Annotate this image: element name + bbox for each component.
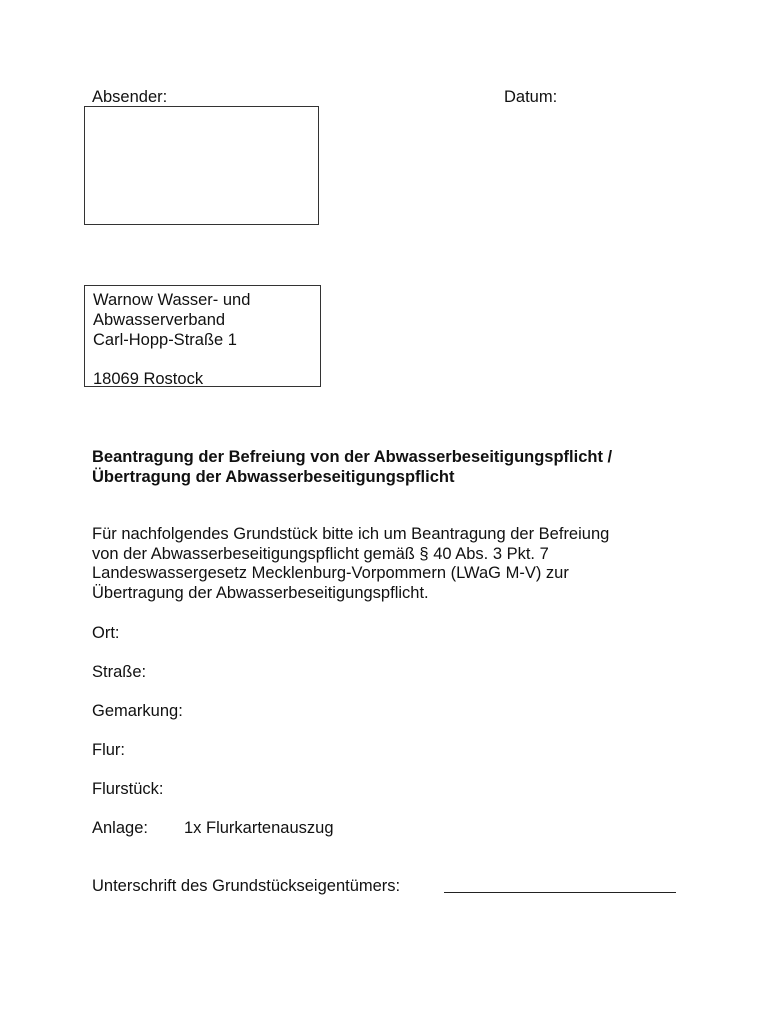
subject-line-1: Beantragung der Befreiung von der Abwasserbeseitigungspflicht / bbox=[92, 448, 613, 466]
field-strasse-label: Straße: bbox=[92, 663, 147, 681]
body-line-4: Übertragung der Abwasserbeseitigungspflicht. bbox=[92, 583, 429, 602]
signature-line[interactable] bbox=[444, 892, 676, 893]
sender-label: Absender: bbox=[92, 88, 168, 106]
body-line-2: von der Abwasserbeseitigungspflicht gemäß § 40 Abs. 3 Pkt. 7 bbox=[92, 544, 549, 563]
recipient-line-city: 18069 Rostock bbox=[93, 370, 204, 388]
field-flur-label: Flur: bbox=[92, 741, 125, 759]
recipient-line-name-1: Warnow Wasser- und bbox=[93, 291, 251, 309]
field-anlage-label: Anlage: bbox=[92, 819, 148, 837]
sender-address-box[interactable] bbox=[84, 106, 319, 225]
field-gemarkung-label: Gemarkung: bbox=[92, 702, 183, 720]
body-paragraph bbox=[92, 525, 609, 603]
anlage-value: 1x Flurkartenauszug bbox=[184, 819, 334, 837]
body-line-3: Landeswassergesetz Mecklenburg-Vorpommern (LWaG M-V) zur bbox=[92, 564, 569, 582]
signature-label: Unterschrift des Grundstückseigentümers: bbox=[92, 877, 401, 895]
subject-heading bbox=[92, 447, 612, 487]
body-line-1: Für nachfolgendes Grundstück bitte ich um Beantragung der Befreiung bbox=[92, 525, 610, 543]
recipient-line-street: Carl-Hopp-Straße 1 bbox=[93, 331, 237, 349]
recipient-line-name-2: Abwasserverband bbox=[93, 311, 226, 329]
subject-line-2: Übertragung der Abwasserbeseitigungspflicht bbox=[92, 468, 455, 486]
recipient-address-box bbox=[84, 285, 321, 387]
field-ort-label: Ort: bbox=[92, 624, 120, 642]
field-flurstueck-label: Flurstück: bbox=[92, 780, 164, 798]
date-label: Datum: bbox=[504, 88, 558, 106]
